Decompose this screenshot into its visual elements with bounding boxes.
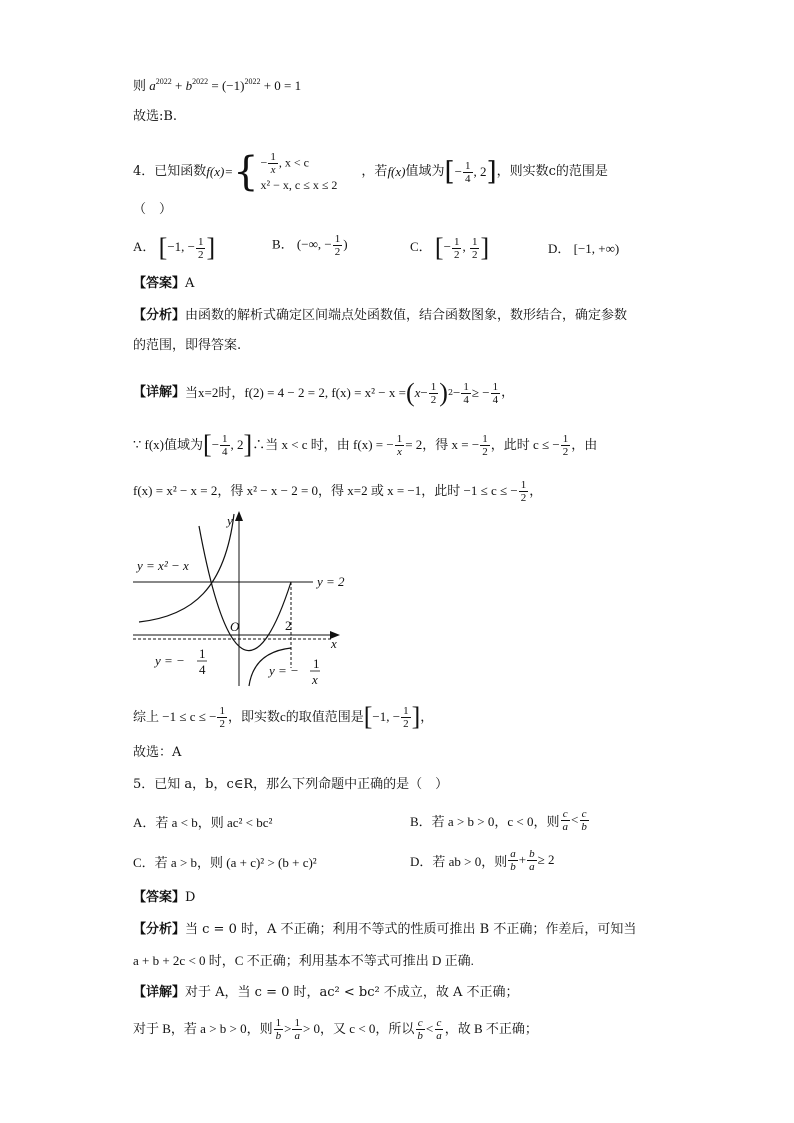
q4-choice: 故选：A [133,745,182,760]
num: 1 [465,159,471,172]
num: 1 [453,235,460,248]
num: 1 [471,235,478,248]
den: 2 [219,717,225,730]
minus: − [454,164,462,179]
minus: − [420,385,428,400]
bracket: [ [158,233,168,262]
num: 1 [334,233,341,245]
den: a [436,1029,442,1042]
num: c [562,807,568,820]
den: b [510,860,516,873]
option-text: (−∞, − [296,236,332,252]
den: a [294,1029,300,1042]
text: ，即实数c的取值范围是 [227,709,364,724]
num: 1 [197,235,204,248]
den: x [397,445,402,458]
text: ≥ 2 [537,852,555,867]
bracket: [ [363,702,373,731]
q4-analysis-1 [133,307,627,325]
num: a [510,847,516,860]
text: , 2 [473,164,487,179]
label-y: y [227,513,233,528]
piece2: x² − x, c ≤ x ≤ 2 [260,177,338,192]
detail-tag: 【详解】 [133,385,186,400]
text: + [518,852,527,867]
label-recip: y = − [269,663,299,678]
fx: f(x)= [206,164,234,179]
num: 1 [396,432,403,445]
detail-text: ≥ − [471,385,490,400]
q4-option-d[interactable] [548,238,619,257]
analysis-tag: 【分析】 [133,922,186,937]
label-quarter: y = − [155,653,185,668]
den: 2 [334,246,341,258]
q5-option-b[interactable] [410,803,590,837]
q5-option-d[interactable] [410,843,554,877]
text: ，则实数c的范围是 [496,164,608,179]
den: 2 [471,248,478,261]
num: 1 [403,704,409,717]
num: b [529,847,535,860]
den: b [581,820,587,833]
analysis-tag: 【分析】 [133,308,186,323]
option-label: D． [548,241,571,256]
bracket: [ [444,157,455,187]
detail-text: f(x) = x² − x = 2，得 x² − x − 2 = 0，得 x=2 或 x = −1，此时 −1 ≤ c ≤ − [133,483,518,498]
answer-value: D [185,890,196,905]
den: b [417,1029,423,1042]
q5-analysis-1 [133,921,636,939]
den: 2 [482,445,488,458]
den: 4 [465,172,471,185]
detail-text: ，又 c < 0，所以 [320,1021,415,1036]
analysis-text: 当 c = 0 时，A 不正确；利用不等式的性质可推出 B 不正确；作差后，可知当 [185,922,637,937]
den: 2 [403,717,409,730]
den: 2 [453,248,460,261]
option-text: B．若 a > b > 0，c < 0，则 [410,813,560,829]
detail-tag: 【详解】 [133,985,186,1000]
exp: 2022 [192,77,209,86]
q4-option-b[interactable] [272,233,348,258]
detail-text: ，故 B 不正确； [444,1021,538,1036]
answer-tag: 【答案】 [133,890,186,905]
label-two: 2 [285,618,292,633]
den: a [562,820,568,833]
den: 2 [430,393,437,406]
q5-option-c[interactable]: C．若 a > b，则 (a + c)² > (b + c)² [133,855,317,870]
bracket: ] [411,702,421,731]
top-equation: 则 $a^{2022} + b^{2022} = (-1)^{2022} + 0 = 1$ [133,77,302,93]
top-choice: 故选:B. [133,109,178,124]
num: 1 [430,380,437,393]
minus: − [453,385,461,400]
answer-value: A [185,276,195,291]
answer-tag: 【答案】 [133,276,186,291]
option-text: − [443,238,451,254]
option-label: C． [410,238,432,254]
q5-question: 5．已知 a，b，c∈R，那么下列命题中正确的是（ ） [133,777,449,792]
num: 1 [520,478,527,491]
y-axis-arrow [235,511,243,521]
label-recip-den: x [312,672,318,687]
q4-answer [133,275,194,293]
q4-paren: （ ） [133,202,173,217]
text: < [570,812,579,827]
minus: − [260,154,268,169]
den: 2 [197,248,204,261]
text: = (−1) [211,78,245,93]
label-x: x [331,636,337,651]
den: x [270,163,276,176]
q4-conclusion: 综上 −1 ≤ c ≤ − $\frac{1}{2}$ ，即实数c的取值范围是 [ −1, − $\frac{1}{2}$ ] ， [133,702,434,731]
q5-detail-2 [133,1012,538,1046]
detail-text: ，由 [571,437,598,452]
minus: − [211,437,220,452]
text: 综上 −1 ≤ c ≤ − [133,709,217,724]
option-text: −1, − [167,238,195,254]
option-text: D．若 ab > 0，则 [410,853,508,869]
detail-text: ，此时 c ≤ − [490,437,560,452]
option-text: [−1, +∞) [573,241,620,256]
num: 1 [294,1016,300,1029]
q5-option-a[interactable]: A．若 a < b，则 ac² < bc² [133,815,273,830]
q4-detail-3: f(x) = x² − x = 2，得 x² − x − 2 = 0，得 x=2 或 x = −1，此时 −1 ≤ c ≤ − $\frac{1}{2}$ ， [133,478,543,504]
num: c [436,1016,442,1029]
text: −1, − [372,709,401,724]
text: 值域为 [405,164,445,179]
analysis-text: 由函数的解析式确定区间端点处函数值，结合函数图象，数形结合，确定参数 [185,308,628,323]
text: > 0 [302,1021,321,1036]
label-quarter-num: 1 [199,646,206,661]
q5-analysis-2: a + b + 2c < 0 时，C 不正确；利用基本不等式可推出 D 正确. [133,953,474,968]
q4-option-a[interactable] [133,233,215,263]
den: 4 [463,393,469,406]
den: 4 [492,393,499,406]
var: x [414,385,421,400]
q5-detail-1 [133,984,519,1002]
text: , 2 [230,437,244,452]
q5-answer [133,889,195,907]
label-y2: y = 2 [317,574,345,589]
bracket: [ [203,430,212,459]
text: > [284,1021,292,1036]
label-recip-num: 1 [313,656,320,671]
den: 2 [520,491,527,504]
text: < [425,1021,434,1036]
bracket: ] [206,233,216,262]
detail-text: ∵ f(x)值域为 [133,437,204,452]
den: a [529,860,535,873]
num: 1 [562,432,569,445]
num: 1 [482,432,488,445]
q4-analysis-2: 的范围，即得答案. [133,338,242,353]
text: + 0 = 1 [260,78,302,93]
detail-text: 对于 B，若 a > b > 0，则 [133,1021,273,1036]
q4-number: 4．已知函数 [133,164,207,179]
bracket: ] [486,157,497,187]
num: 1 [219,704,225,717]
detail-text: 对于 A，当 c = 0 时，ac² < bc² 不成立，故 A 不正确； [185,985,519,1000]
parabola-curve [199,526,291,651]
bracket: [ [434,233,444,262]
text: ，若 [361,164,388,179]
paren: ) [343,236,348,252]
num: c [581,807,587,820]
den: 2 [562,445,569,458]
text: 则 [133,78,147,93]
den: b [275,1029,282,1042]
num: 1 [463,380,469,393]
exp: 2022 [244,77,261,86]
num: c [417,1016,423,1029]
num: 1 [492,380,499,393]
num: 1 [275,1016,282,1029]
q4-detail-2 [133,428,597,462]
detail-text: 当x=2时，f(2) = 4 − 2 = 2, f(x) = x² − x = [185,385,406,400]
function-graph [133,508,363,688]
num: 1 [222,432,228,445]
label-quarter-den: 4 [199,662,206,677]
option-label: A． [133,238,156,254]
label-parabola: y = x² − x [137,558,189,573]
label-origin: O [230,619,240,634]
text: , [462,238,469,254]
q4-detail-1: 【详解】 当x=2时，f(2) = 4 − 2 = 2, f(x) = x² − x = ( x − $\frac{1}{2}$ ) 2 − $\frac{1}{4}$ ≥ − $\frac{1}{4}$ ， [133,378,515,407]
q4-option-c[interactable] [410,233,489,263]
piece1-cond: , x < c [278,154,309,169]
detail-text: ∴当 x < c 时，由 f(x) = − [252,437,394,452]
den: 4 [222,445,228,458]
bracket: ] [480,233,490,262]
detail-text: = 2，得 x = − [405,437,480,452]
option-label: B． [272,236,294,252]
exp: 2022 [155,77,172,86]
num: 1 [270,150,276,163]
bracket: ] [243,430,253,459]
q4-statement: 4．已知函数 f(x)= { − $\frac{1}{x}$ , x < c x² − x, c ≤ x ≤ 2 ，若 f(x) 值域为 [ − $\frac{1}{4}$ , 2 ] ，则实数c的范围是 [133,149,608,195]
